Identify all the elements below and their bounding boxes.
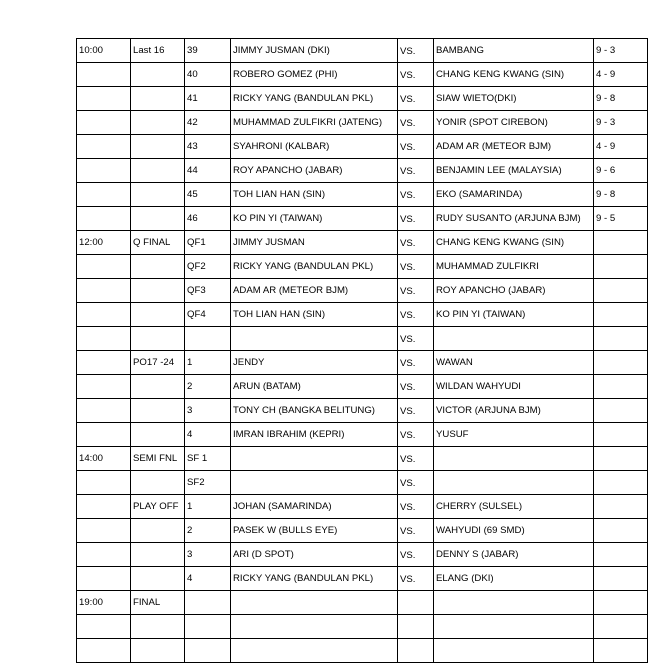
round-cell bbox=[131, 327, 185, 351]
player-two-cell: ROY APANCHO (JABAR) bbox=[434, 279, 594, 303]
table-row bbox=[77, 207, 648, 231]
player-two-cell: WAHYUDI (69 SMD) bbox=[434, 519, 594, 543]
player-two-cell: YONIR (SPOT CIREBON) bbox=[434, 111, 594, 135]
round-cell: SEMI FNL bbox=[131, 447, 185, 471]
score-cell bbox=[594, 351, 648, 375]
player-one-cell: TOH LIAN HAN (SIN) bbox=[231, 303, 398, 327]
player-two-cell: DENNY S (JABAR) bbox=[434, 543, 594, 567]
versus-cell: VS. bbox=[398, 111, 434, 135]
versus-cell: VS. bbox=[398, 255, 434, 279]
table-row bbox=[77, 87, 648, 111]
match-number-cell: QF1 bbox=[185, 231, 231, 255]
player-two-cell: CHANG KENG KWANG (SIN) bbox=[434, 231, 594, 255]
time-cell bbox=[77, 351, 131, 375]
score-cell bbox=[594, 591, 648, 615]
match-number-cell bbox=[185, 327, 231, 351]
table-row bbox=[77, 111, 648, 135]
match-number-cell: 44 bbox=[185, 159, 231, 183]
match-number-cell: 2 bbox=[185, 519, 231, 543]
versus-cell: VS. bbox=[398, 135, 434, 159]
player-one-cell: RICKY YANG (BANDULAN PKL) bbox=[231, 87, 398, 111]
player-two-cell: BAMBANG bbox=[434, 39, 594, 63]
schedule-body bbox=[77, 39, 648, 663]
match-number-cell: 2 bbox=[185, 375, 231, 399]
score-cell bbox=[594, 543, 648, 567]
match-number-cell: SF 1 bbox=[185, 447, 231, 471]
score-cell bbox=[594, 231, 648, 255]
table-row bbox=[77, 399, 648, 423]
player-two-cell: YUSUF bbox=[434, 423, 594, 447]
player-two-cell: WILDAN WAHYUDI bbox=[434, 375, 594, 399]
time-cell bbox=[77, 327, 131, 351]
round-cell bbox=[131, 399, 185, 423]
score-cell bbox=[594, 303, 648, 327]
table-row bbox=[77, 423, 648, 447]
round-cell bbox=[131, 63, 185, 87]
versus-cell: VS. bbox=[398, 159, 434, 183]
versus-cell: VS. bbox=[398, 375, 434, 399]
round-cell: PO17 -24 bbox=[131, 351, 185, 375]
table-row bbox=[77, 39, 648, 63]
time-cell bbox=[77, 423, 131, 447]
table-row bbox=[77, 279, 648, 303]
score-cell bbox=[594, 423, 648, 447]
time-cell: 12:00 bbox=[77, 231, 131, 255]
round-cell bbox=[131, 183, 185, 207]
table-row bbox=[77, 471, 648, 495]
round-cell bbox=[131, 423, 185, 447]
round-cell bbox=[131, 375, 185, 399]
round-cell bbox=[131, 255, 185, 279]
time-cell bbox=[77, 375, 131, 399]
table-row bbox=[77, 255, 648, 279]
time-cell bbox=[77, 159, 131, 183]
round-cell bbox=[131, 615, 185, 639]
player-one-cell: JENDY bbox=[231, 351, 398, 375]
player-two-cell bbox=[434, 639, 594, 663]
player-two-cell bbox=[434, 615, 594, 639]
round-cell bbox=[131, 279, 185, 303]
versus-cell: VS. bbox=[398, 423, 434, 447]
player-one-cell bbox=[231, 327, 398, 351]
table-row bbox=[77, 183, 648, 207]
match-number-cell: 1 bbox=[185, 495, 231, 519]
time-cell bbox=[77, 183, 131, 207]
player-one-cell: ROBERO GOMEZ (PHI) bbox=[231, 63, 398, 87]
time-cell bbox=[77, 87, 131, 111]
time-cell bbox=[77, 279, 131, 303]
score-cell bbox=[594, 327, 648, 351]
time-cell bbox=[77, 471, 131, 495]
score-cell: 4 - 9 bbox=[594, 135, 648, 159]
player-two-cell: SIAW WIETO(DKI) bbox=[434, 87, 594, 111]
time-cell: 19:00 bbox=[77, 591, 131, 615]
match-number-cell: 1 bbox=[185, 351, 231, 375]
player-one-cell: IMRAN IBRAHIM (KEPRI) bbox=[231, 423, 398, 447]
versus-cell bbox=[398, 615, 434, 639]
match-number-cell: 3 bbox=[185, 399, 231, 423]
score-cell bbox=[594, 615, 648, 639]
versus-cell: VS. bbox=[398, 471, 434, 495]
player-one-cell: JIMMY JUSMAN bbox=[231, 231, 398, 255]
player-one-cell bbox=[231, 447, 398, 471]
score-cell bbox=[594, 255, 648, 279]
time-cell bbox=[77, 303, 131, 327]
round-cell: FINAL bbox=[131, 591, 185, 615]
player-two-cell: VICTOR (ARJUNA BJM) bbox=[434, 399, 594, 423]
table-row bbox=[77, 63, 648, 87]
round-cell bbox=[131, 159, 185, 183]
player-one-cell: RICKY YANG (BANDULAN PKL) bbox=[231, 255, 398, 279]
score-cell: 9 - 3 bbox=[594, 39, 648, 63]
score-cell bbox=[594, 375, 648, 399]
score-cell: 9 - 8 bbox=[594, 87, 648, 111]
round-cell: PLAY OFF bbox=[131, 495, 185, 519]
player-two-cell bbox=[434, 447, 594, 471]
versus-cell: VS. bbox=[398, 183, 434, 207]
versus-cell: VS. bbox=[398, 567, 434, 591]
player-two-cell: BENJAMIN LEE (MALAYSIA) bbox=[434, 159, 594, 183]
versus-cell: VS. bbox=[398, 303, 434, 327]
match-schedule-table bbox=[76, 38, 648, 663]
match-number-cell: 40 bbox=[185, 63, 231, 87]
match-number-cell: QF2 bbox=[185, 255, 231, 279]
score-cell bbox=[594, 447, 648, 471]
time-cell bbox=[77, 639, 131, 663]
time-cell bbox=[77, 543, 131, 567]
player-one-cell: JIMMY JUSMAN (DKI) bbox=[231, 39, 398, 63]
table-row bbox=[77, 447, 648, 471]
round-cell bbox=[131, 519, 185, 543]
player-one-cell bbox=[231, 591, 398, 615]
time-cell bbox=[77, 135, 131, 159]
round-cell bbox=[131, 111, 185, 135]
player-one-cell: ARI (D SPOT) bbox=[231, 543, 398, 567]
player-one-cell: PASEK W (BULLS EYE) bbox=[231, 519, 398, 543]
player-two-cell: RUDY SUSANTO (ARJUNA BJM) bbox=[434, 207, 594, 231]
player-one-cell bbox=[231, 471, 398, 495]
time-cell bbox=[77, 111, 131, 135]
table-row bbox=[77, 135, 648, 159]
player-two-cell bbox=[434, 471, 594, 495]
versus-cell: VS. bbox=[398, 519, 434, 543]
round-cell bbox=[131, 135, 185, 159]
player-two-cell: MUHAMMAD ZULFIKRI bbox=[434, 255, 594, 279]
score-cell: 9 - 6 bbox=[594, 159, 648, 183]
table-row bbox=[77, 231, 648, 255]
time-cell bbox=[77, 519, 131, 543]
player-one-cell: JOHAN (SAMARINDA) bbox=[231, 495, 398, 519]
versus-cell bbox=[398, 639, 434, 663]
time-cell bbox=[77, 567, 131, 591]
time-cell bbox=[77, 495, 131, 519]
match-number-cell: SF2 bbox=[185, 471, 231, 495]
table-row bbox=[77, 303, 648, 327]
player-two-cell bbox=[434, 327, 594, 351]
table-row bbox=[77, 519, 648, 543]
versus-cell: VS. bbox=[398, 39, 434, 63]
player-two-cell: KO PIN YI (TAIWAN) bbox=[434, 303, 594, 327]
versus-cell: VS. bbox=[398, 447, 434, 471]
versus-cell: VS. bbox=[398, 399, 434, 423]
table-row bbox=[77, 543, 648, 567]
match-number-cell: 4 bbox=[185, 567, 231, 591]
versus-cell: VS. bbox=[398, 231, 434, 255]
player-one-cell: ADAM AR (METEOR BJM) bbox=[231, 279, 398, 303]
player-one-cell bbox=[231, 615, 398, 639]
versus-cell: VS. bbox=[398, 495, 434, 519]
player-two-cell: WAWAN bbox=[434, 351, 594, 375]
round-cell bbox=[131, 567, 185, 591]
versus-cell: VS. bbox=[398, 207, 434, 231]
player-two-cell: CHANG KENG KWANG (SIN) bbox=[434, 63, 594, 87]
match-number-cell bbox=[185, 639, 231, 663]
time-cell bbox=[77, 615, 131, 639]
round-cell bbox=[131, 639, 185, 663]
player-two-cell: EKO (SAMARINDA) bbox=[434, 183, 594, 207]
player-one-cell: TONY CH (BANGKA BELITUNG) bbox=[231, 399, 398, 423]
player-one-cell: TOH LIAN HAN (SIN) bbox=[231, 183, 398, 207]
player-one-cell: ARUN (BATAM) bbox=[231, 375, 398, 399]
versus-cell: VS. bbox=[398, 87, 434, 111]
table-row bbox=[77, 567, 648, 591]
score-cell: 9 - 5 bbox=[594, 207, 648, 231]
player-two-cell: ELANG (DKI) bbox=[434, 567, 594, 591]
score-cell bbox=[594, 567, 648, 591]
time-cell bbox=[77, 63, 131, 87]
score-cell bbox=[594, 399, 648, 423]
time-cell bbox=[77, 207, 131, 231]
table-row bbox=[77, 351, 648, 375]
versus-cell bbox=[398, 591, 434, 615]
score-cell bbox=[594, 639, 648, 663]
time-cell bbox=[77, 399, 131, 423]
table-row bbox=[77, 591, 648, 615]
round-cell bbox=[131, 87, 185, 111]
match-number-cell: 42 bbox=[185, 111, 231, 135]
score-cell bbox=[594, 279, 648, 303]
player-two-cell bbox=[434, 591, 594, 615]
round-cell: Q FINAL bbox=[131, 231, 185, 255]
table-row bbox=[77, 159, 648, 183]
match-number-cell: QF3 bbox=[185, 279, 231, 303]
score-cell: 9 - 3 bbox=[594, 111, 648, 135]
player-one-cell: SYAHRONI (KALBAR) bbox=[231, 135, 398, 159]
score-cell: 9 - 8 bbox=[594, 183, 648, 207]
round-cell bbox=[131, 471, 185, 495]
player-two-cell: ADAM AR (METEOR BJM) bbox=[434, 135, 594, 159]
player-one-cell: RICKY YANG (BANDULAN PKL) bbox=[231, 567, 398, 591]
versus-cell: VS. bbox=[398, 351, 434, 375]
score-cell bbox=[594, 495, 648, 519]
player-one-cell: KO PIN YI (TAIWAN) bbox=[231, 207, 398, 231]
match-number-cell: 46 bbox=[185, 207, 231, 231]
score-cell bbox=[594, 519, 648, 543]
player-one-cell: ROY APANCHO (JABAR) bbox=[231, 159, 398, 183]
match-number-cell: 4 bbox=[185, 423, 231, 447]
player-one-cell: MUHAMMAD ZULFIKRI (JATENG) bbox=[231, 111, 398, 135]
table-row bbox=[77, 495, 648, 519]
match-number-cell bbox=[185, 591, 231, 615]
player-one-cell bbox=[231, 639, 398, 663]
versus-cell: VS. bbox=[398, 327, 434, 351]
versus-cell: VS. bbox=[398, 279, 434, 303]
match-number-cell: QF4 bbox=[185, 303, 231, 327]
match-number-cell bbox=[185, 615, 231, 639]
round-cell bbox=[131, 207, 185, 231]
player-two-cell: CHERRY (SULSEL) bbox=[434, 495, 594, 519]
time-cell: 14:00 bbox=[77, 447, 131, 471]
match-number-cell: 41 bbox=[185, 87, 231, 111]
match-number-cell: 39 bbox=[185, 39, 231, 63]
table-row bbox=[77, 375, 648, 399]
table-row bbox=[77, 639, 648, 663]
round-cell: Last 16 bbox=[131, 39, 185, 63]
table-row bbox=[77, 615, 648, 639]
score-cell: 4 - 9 bbox=[594, 63, 648, 87]
score-cell bbox=[594, 471, 648, 495]
round-cell bbox=[131, 543, 185, 567]
match-number-cell: 45 bbox=[185, 183, 231, 207]
versus-cell: VS. bbox=[398, 63, 434, 87]
time-cell: 10:00 bbox=[77, 39, 131, 63]
table-row bbox=[77, 327, 648, 351]
time-cell bbox=[77, 255, 131, 279]
round-cell bbox=[131, 303, 185, 327]
match-number-cell: 3 bbox=[185, 543, 231, 567]
versus-cell: VS. bbox=[398, 543, 434, 567]
match-number-cell: 43 bbox=[185, 135, 231, 159]
